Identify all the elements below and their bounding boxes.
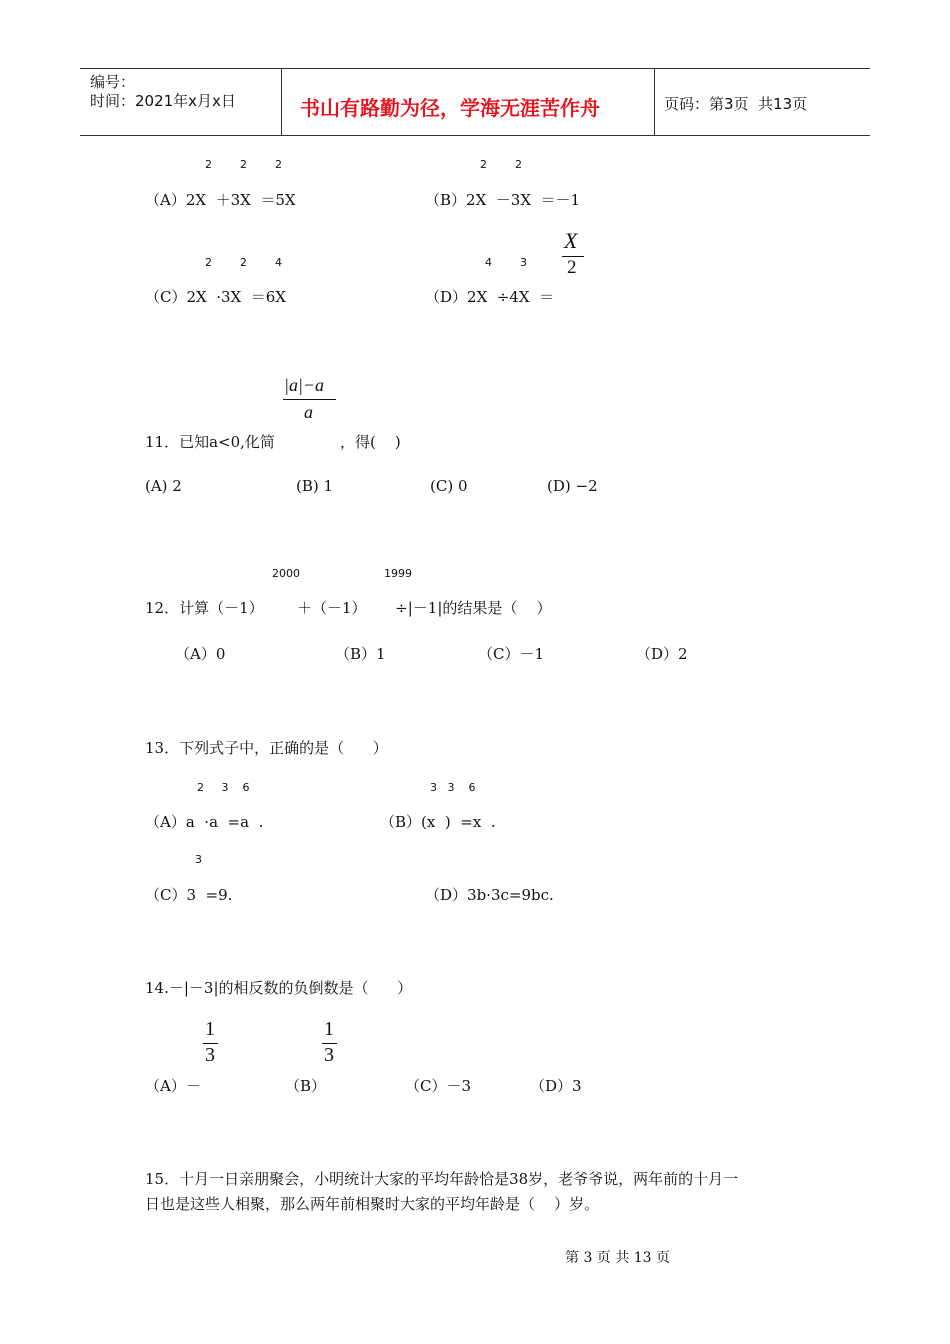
q13-option-b: （B）(x ) =x . [380,813,496,831]
q12-stem: 12．计算（－1） ＋（－1） ÷|－1|的结果是（ ） [145,599,552,617]
q13-option-a-exponents: 2 3 6 [197,781,250,794]
q14-option-b-fraction-numerator: 1 [324,1018,334,1040]
q13-stem: 13．下列式子中，正确的是（ ） [145,739,388,757]
header-bottom-border [80,135,870,136]
header-date: 时间：2021年x月x日 [90,92,236,110]
q15-stem-line2: 日也是这些人相聚，那么两年前相聚时大家的平均年龄是（ ）岁。 [145,1195,600,1213]
header-divider-left [281,68,282,135]
q14-option-b-fraction-denominator: 3 [324,1044,334,1066]
header-divider-right [654,68,655,135]
q11-fraction-denominator: a [304,402,313,422]
q13-option-b-exponents: 3 3 6 [430,781,476,794]
q12-option-d: （D）2 [636,645,688,663]
q15-stem-line1: 15．十月一日亲朋聚会，小明统计大家的平均年龄恰是38岁，老爷爷说，两年前的十月一 [145,1170,739,1188]
q10-option-b: （B）2X －3X ＝－1 [425,191,581,209]
q10-option-c: （C）2X ·3X ＝6X [145,288,286,306]
q11-option-d: (D) −2 [547,477,598,495]
q12-option-a: （A）0 [175,645,226,663]
header-page-code: 页码：第3页 共13页 [664,95,808,113]
q10-option-a: （A）2X ＋3X ＝5X [145,191,296,209]
q12-option-b: （B）1 [335,645,386,663]
q14-option-a-fraction-numerator: 1 [205,1018,215,1040]
q13-option-d: （D）3b·3c=9bc. [425,886,554,904]
q14-stem: 14.－|－3|的相反数的负倒数是（ ） [145,979,413,997]
q12-option-c: （C）－1 [478,645,545,663]
q10-option-a-exponents: 2 2 2 [205,158,282,171]
header-top-border [80,68,870,69]
q11-fraction-numerator: |a|−a [284,375,325,395]
q11-stem-part1: 11．已知a<0,化简 [145,433,275,451]
q14-option-a-fraction-denominator: 3 [205,1044,215,1066]
q12-exponent-2000: 2000 [272,567,300,580]
q11-option-c: (C) 0 [430,477,468,495]
q10-option-d: （D）2X ÷4X ＝ [425,288,555,306]
q10-option-d-fraction-denominator: 2 [567,257,577,278]
q13-option-c-exponent: 3 [195,853,202,866]
q14-option-a: （A）－ [145,1077,201,1095]
q14-option-d: （D）3 [530,1077,582,1095]
header-slogan: 书山有路勤为径，学海无涯苦作舟 [300,96,600,120]
q13-option-c: （C）3 =9. [145,886,233,904]
q13-option-a: （A）a ·a =a . [145,813,264,831]
q11-option-b: (B) 1 [296,477,334,495]
header-number-label: 编号： [90,73,136,91]
q10-option-d-fraction-numerator: X [564,228,578,253]
q12-exponent-1999: 1999 [384,567,412,580]
footer-page-number: 第 3 页 共 13 页 [565,1250,670,1266]
q14-option-c: （C）－3 [405,1077,472,1095]
q10-option-b-exponents: 2 2 [480,158,522,171]
q10-option-d-exponents: 4 3 [485,256,527,269]
q11-option-a: (A) 2 [145,477,182,495]
q11-fraction-bar [283,399,336,400]
q11-stem-part2: ，得( ) [340,433,401,451]
q14-option-b: （B） [285,1077,327,1095]
q10-option-c-exponents: 2 2 4 [205,256,282,269]
